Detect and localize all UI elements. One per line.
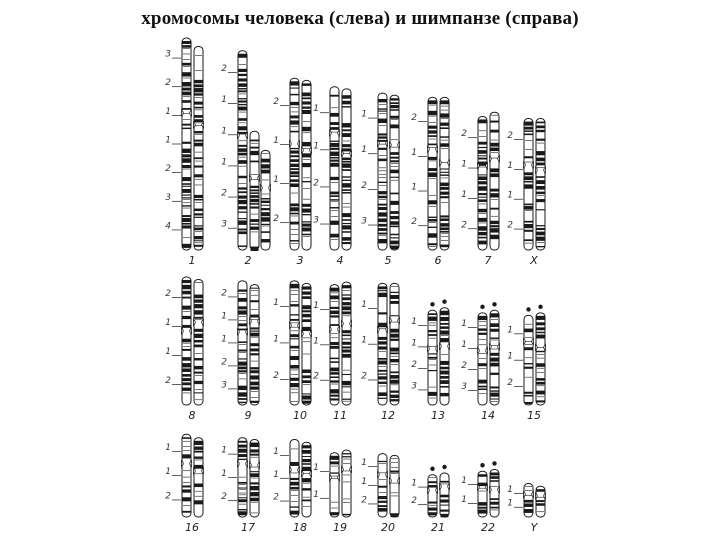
- band-region-label: 2: [165, 288, 171, 299]
- band-region-label: 3: [313, 215, 319, 226]
- band-region-label: 2: [273, 214, 279, 225]
- chromosome-pair-17: [221, 438, 259, 534]
- chromosome-pair-15: [507, 305, 545, 422]
- band-region-label: 1: [361, 145, 367, 156]
- chromosome-pair-11: [313, 282, 351, 422]
- chromosome-pair-Y: [507, 484, 545, 534]
- satellite-mark: [430, 467, 434, 471]
- band-region-label: 1: [221, 157, 227, 168]
- chimp-chromosome-4: [342, 89, 352, 250]
- band-region-label: 2: [165, 164, 171, 175]
- band-region-label: 1: [507, 498, 513, 509]
- band-region-label: 2: [461, 129, 467, 140]
- human-chromosome-3: [290, 78, 300, 250]
- pair-label-Y: Y: [530, 521, 538, 534]
- band-region-label: 1: [165, 347, 171, 358]
- chromosome-pair-14: [461, 302, 499, 422]
- chromosome-pair-13: [411, 300, 449, 422]
- band-region-label: 3: [461, 381, 467, 392]
- band-region-label: 1: [461, 339, 467, 350]
- pair-label-5: 5: [384, 254, 392, 267]
- band-region-label: 1: [461, 189, 467, 200]
- chimp-chromosome-5: [390, 95, 400, 250]
- band-region-label: 1: [411, 316, 417, 327]
- band-region-label: 2: [461, 220, 467, 231]
- chimp-chromosome-8: [194, 280, 204, 405]
- band-region-label: 1: [273, 447, 279, 458]
- band-region-label: 1: [221, 95, 227, 106]
- band-region-label: 2: [221, 492, 227, 503]
- band-region-label: 1: [165, 135, 171, 146]
- band-region-label: 2: [273, 370, 279, 381]
- band-region-label: 1: [361, 335, 367, 346]
- band-region-label: 2: [313, 178, 319, 189]
- band-region-label: 1: [313, 489, 319, 500]
- chimp-chromosome-9: [250, 285, 260, 405]
- chimp-chromosome-21: [440, 473, 450, 517]
- band-region-label: 3: [165, 49, 171, 60]
- band-region-label: 3: [361, 216, 367, 227]
- chimp-chromosome-X: [536, 119, 546, 250]
- page-title: хромосомы человека (слева) и шимпанзе (справа): [141, 8, 579, 29]
- band-region-label: 2: [411, 359, 417, 370]
- band-region-label: 2: [361, 371, 367, 382]
- chromosome-pair-18: [273, 440, 311, 534]
- band-region-label: 1: [273, 334, 279, 345]
- satellite-mark: [480, 463, 484, 467]
- band-region-label: 1: [507, 190, 513, 201]
- chimp-chromosome-10: [302, 283, 312, 405]
- human-chromosome-16: [182, 434, 192, 517]
- band-region-label: 1: [361, 109, 367, 120]
- chromosome-pair-3: [273, 78, 311, 267]
- band-region-label: 2: [221, 188, 227, 199]
- band-region-label: 1: [165, 317, 171, 328]
- band-region-label: 2: [411, 217, 417, 228]
- band-region-label: 1: [221, 468, 227, 479]
- pair-label-18: 18: [293, 521, 307, 534]
- pair-label-1: 1: [188, 254, 196, 267]
- band-region-label: 2: [313, 371, 319, 382]
- band-region-label: 1: [411, 478, 417, 489]
- satellite-mark: [480, 305, 484, 309]
- chromosome-pair-22: [461, 461, 499, 534]
- band-region-label: 1: [313, 141, 319, 152]
- pair-label-20: 20: [381, 521, 395, 534]
- band-region-label: 1: [461, 159, 467, 170]
- band-region-label: 1: [313, 104, 319, 115]
- band-region-label: 1: [221, 445, 227, 456]
- human-chromosome-22: [478, 471, 488, 517]
- chimp-chromosome-13: [440, 308, 450, 405]
- pair-label-11: 11: [333, 409, 347, 422]
- chromosome-pair-5: [361, 93, 399, 267]
- human-chromosome-X: [524, 119, 534, 250]
- chimp-chromosome-1: [194, 46, 204, 250]
- chromosome-pair-16: [165, 434, 203, 534]
- band-region-label: 1: [273, 297, 279, 308]
- band-region-label: 1: [273, 469, 279, 480]
- human-chromosome-19: [330, 453, 340, 517]
- human-chromosome-1: [182, 38, 192, 250]
- band-region-label: 3: [221, 380, 227, 391]
- chromosome-pair-1: [165, 38, 203, 267]
- chromosome-pair-X: [507, 119, 545, 267]
- human-chromosome-8: [182, 277, 192, 405]
- band-region-label: 1: [313, 300, 319, 311]
- chimp-chromosome-Y: [536, 486, 546, 517]
- chromosome-pair-12: [361, 283, 399, 422]
- band-region-label: 2: [507, 130, 513, 141]
- pair-label-9: 9: [244, 409, 252, 422]
- band-region-label: 2: [165, 78, 171, 89]
- chimp-chromosome-17: [250, 440, 260, 517]
- satellite-mark: [430, 302, 434, 306]
- chimp-chromosome-3: [302, 80, 312, 250]
- band-region-label: 1: [361, 458, 367, 469]
- human-chromosome-14: [478, 313, 488, 405]
- human-chromosome-Y: [524, 484, 534, 517]
- band-region-label: 3: [165, 192, 171, 203]
- band-region-label: 1: [221, 126, 227, 137]
- chromosome-pair-4: [313, 87, 351, 267]
- band-region-label: 1: [507, 484, 513, 495]
- human-chromosome-5: [378, 93, 388, 250]
- human-chromosome-11: [330, 285, 340, 405]
- band-region-label: 1: [461, 495, 467, 506]
- chromosome-pair-6: [411, 97, 449, 267]
- band-region-label: 1: [165, 442, 171, 453]
- human-chromosome-6: [428, 97, 438, 250]
- band-region-label: 1: [361, 476, 367, 487]
- pair-label-14: 14: [481, 409, 495, 422]
- satellite-mark: [442, 300, 446, 304]
- band-region-label: 1: [273, 175, 279, 186]
- band-region-label: 2: [507, 220, 513, 231]
- band-region-label: 2: [411, 496, 417, 507]
- band-region-label: 1: [507, 160, 513, 171]
- band-region-label: 1: [165, 467, 171, 478]
- human-chromosome-2: [238, 51, 248, 250]
- chimp-chromosome-11: [342, 282, 352, 405]
- chromosome-pair-21: [411, 465, 449, 534]
- band-region-label: 1: [411, 147, 417, 158]
- band-region-label: 3: [411, 381, 417, 392]
- human-chromosome-13: [428, 310, 438, 405]
- band-region-label: 1: [273, 136, 279, 147]
- human-chromosome-4: [330, 87, 340, 250]
- band-region-label: 1: [507, 325, 513, 336]
- band-region-label: 1: [313, 462, 319, 473]
- human-chromosome-15: [524, 315, 534, 405]
- pair-label-12: 12: [381, 409, 395, 422]
- pair-label-17: 17: [241, 521, 255, 534]
- chimp-chromosome-20: [390, 455, 400, 517]
- band-region-label: 2: [221, 357, 227, 368]
- chimp-chromosome-2a: [250, 131, 260, 251]
- pair-label-10: 10: [293, 409, 307, 422]
- band-region-label: 1: [221, 334, 227, 345]
- chimp-chromosome-6: [440, 97, 450, 250]
- satellite-mark: [538, 305, 542, 309]
- pair-label-19: 19: [333, 521, 347, 534]
- pair-label-16: 16: [185, 521, 199, 534]
- chimp-chromosome-15: [536, 313, 546, 405]
- band-region-label: 1: [221, 311, 227, 322]
- human-chromosome-9: [238, 281, 248, 405]
- pair-label-22: 22: [481, 521, 495, 534]
- chromosome-pair-9: [221, 281, 259, 422]
- band-region-label: 2: [507, 378, 513, 389]
- pair-label-X: X: [530, 254, 538, 267]
- chimp-chromosome-2b: [261, 150, 271, 250]
- band-region-label: 2: [221, 288, 227, 299]
- satellite-mark: [492, 302, 496, 306]
- chimp-chromosome-22: [490, 469, 500, 517]
- chimp-chromosome-12: [390, 283, 400, 405]
- chimp-chromosome-18: [302, 442, 312, 517]
- chromosome-pair-2: [221, 51, 270, 267]
- band-region-label: 2: [165, 491, 171, 502]
- chromosome-pair-8: [165, 277, 203, 422]
- band-region-label: 1: [165, 106, 171, 117]
- pair-label-21: 21: [431, 521, 445, 534]
- satellite-mark: [492, 461, 496, 465]
- band-region-label: 1: [361, 299, 367, 310]
- band-region-label: 2: [361, 495, 367, 506]
- human-chromosome-12: [378, 283, 388, 405]
- band-region-label: 2: [273, 97, 279, 108]
- band-region-label: 2: [221, 64, 227, 75]
- pair-label-2: 2: [244, 254, 252, 267]
- chimp-chromosome-16: [194, 438, 204, 517]
- pair-label-8: 8: [188, 409, 196, 422]
- band-region-label: 2: [273, 492, 279, 503]
- human-chromosome-18: [290, 440, 300, 517]
- human-chromosome-7: [478, 116, 488, 250]
- human-chromosome-20: [378, 454, 388, 517]
- band-region-label: 3: [221, 219, 227, 230]
- pair-label-4: 4: [336, 254, 344, 267]
- band-region-label: 2: [361, 180, 367, 191]
- pair-label-15: 15: [527, 409, 541, 422]
- band-region-label: 2: [461, 360, 467, 371]
- chromosome-pair-19: [313, 450, 351, 534]
- satellite-mark: [526, 307, 530, 311]
- pair-label-6: 6: [434, 254, 442, 267]
- chromosome-pair-20: [361, 454, 399, 534]
- satellite-mark: [442, 465, 446, 469]
- pair-label-13: 13: [431, 409, 445, 422]
- chimp-chromosome-19: [342, 450, 352, 517]
- band-region-label: 2: [411, 113, 417, 124]
- human-chromosome-10: [290, 281, 300, 405]
- band-region-label: 1: [461, 319, 467, 330]
- chimp-chromosome-7: [490, 112, 500, 250]
- band-region-label: 1: [461, 476, 467, 487]
- chromosome-pair-7: [461, 112, 499, 267]
- band-region-label: 1: [411, 182, 417, 193]
- band-region-label: 1: [507, 351, 513, 362]
- human-chromosome-21: [428, 475, 438, 517]
- band-region-label: 4: [165, 221, 171, 232]
- band-region-label: 1: [313, 336, 319, 347]
- chromosome-pair-10: [273, 281, 311, 422]
- band-region-label: 1: [411, 338, 417, 349]
- pair-label-7: 7: [484, 254, 492, 267]
- pair-label-3: 3: [296, 254, 304, 267]
- human-chromosome-17: [238, 438, 248, 517]
- chimp-chromosome-14: [490, 310, 500, 405]
- band-region-label: 2: [165, 376, 171, 387]
